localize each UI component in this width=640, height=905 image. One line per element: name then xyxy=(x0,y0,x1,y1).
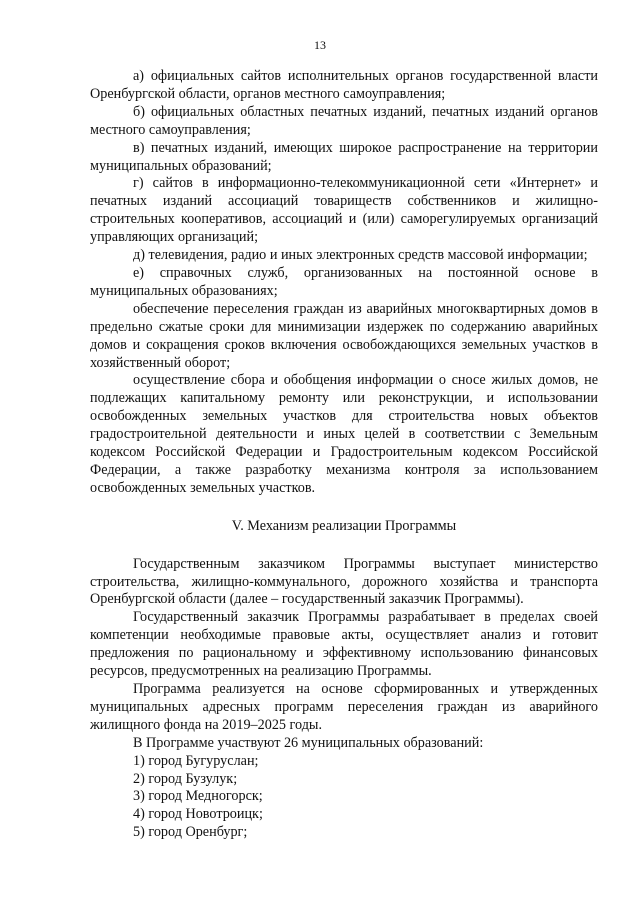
paragraph-state-customer: Государственным заказчиком Программы выступает министерство строительства, жилищно-коммунального, дорожного хозяйства и транспорта Оренбургской области (далее – государственный заказчик Программы). xyxy=(90,555,598,608)
section-heading: V. Механизм реализации Программы xyxy=(231,517,457,534)
paragraph-program-basis: Программа реализуется на основе сформированных и утвержденных муниципальных адресных программ переселения граждан из аварийного жилищного фонда на 2019–2025 годы. xyxy=(90,681,598,733)
paragraph-item-d: д) телевидения, радио и иных электронных средств массовой информации; xyxy=(133,247,588,264)
paragraph-legal-acts: Государственный заказчик Программы разрабатывает в пределах своей компетенции необходимые правовые акты, осуществляет анализ и готовит предложения по рациональному и эффективному использованию финансовых ресурсов, предусмотренных на реализацию Программы. xyxy=(90,609,598,680)
paragraph-information-collection: осуществление сбора и обобщения информации о сносе жилых домов, не подлежащих капитальному ремонту или реконструкции, и использовании освобожденных земельных участков для строительства новых объектов градостроительной деятельности и иных целей в соответствии с Земельным кодексом Российской Федерации и Градостроительным кодексом Российской Федерации, а также разработку механизма контроля за использованием освобожденных земельных участков. xyxy=(90,372,598,496)
page-number: 13 xyxy=(314,38,326,52)
list-item: 5) город Оренбург; xyxy=(133,824,248,841)
paragraph-participants: В Программе участвуют 26 муниципальных образований: xyxy=(133,734,484,751)
list-item: 3) город Медногорск; xyxy=(133,788,263,805)
paragraph-item-g: г) сайтов в информационно-телекоммуникационной сети «Интернет» и печатных изданий ассоциаций товариществ собственников и жилищно-строительных кооперативов, ассоциаций и (или) саморегулируемых организаций управляющих организаций; xyxy=(90,175,598,246)
paragraph-item-v: в) печатных изданий, имеющих широкое распространение на территории муниципальных образований; xyxy=(90,139,598,174)
document-body xyxy=(90,68,598,842)
list-item: 4) город Новотроицк; xyxy=(133,806,263,823)
paragraph-resettlement: обеспечение переселения граждан из аварийных многоквартирных домов в предельно сжатые сроки для минимизации издержек по содержанию аварийных домов и сокращения сроков включения освобождающихся земельных участков в хозяйственный оборот; xyxy=(90,300,598,371)
paragraph-item-e: е) справочных служб, организованных на постоянной основе в муниципальных образованиях; xyxy=(90,264,598,299)
paragraph-item-a: а) официальных сайтов исполнительных органов государственной власти Оренбургской области, органов местного самоуправления; xyxy=(90,68,598,102)
list-item: 1) город Бугуруслан; xyxy=(133,752,259,769)
paragraph-item-b: б) официальных областных печатных изданий, печатных изданий органов местного самоуправления; xyxy=(90,103,598,138)
list-item: 2) город Бузулук; xyxy=(133,770,238,787)
